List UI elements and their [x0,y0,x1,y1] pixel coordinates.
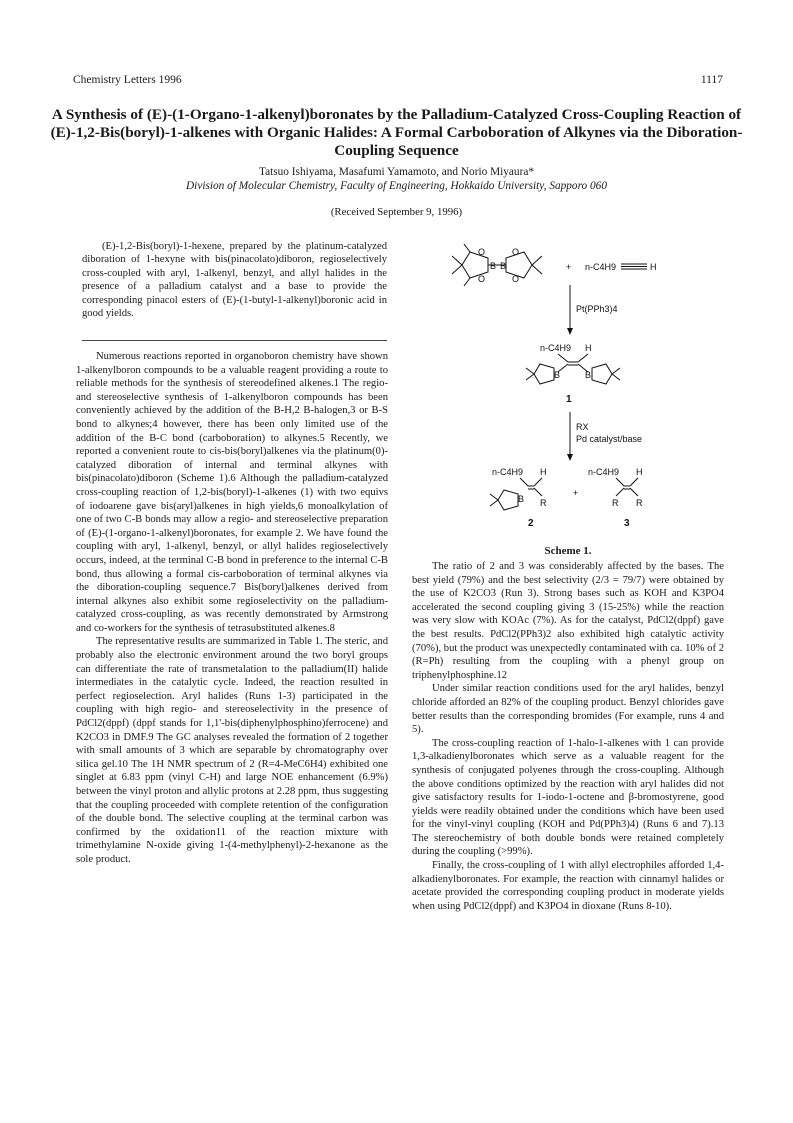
arrow-head [567,328,573,335]
reagent-halide: RX [576,422,589,432]
butyl-label: n-C4H9 [588,467,620,477]
paragraph: The cross-coupling reaction of 1-halo-1-alkenes with 1 can provide 1,3-alkadienylboronates which serve as a valuable reagent for the synthesis of conjugated polyenes through the cross-coupling. Although the above conditions optimized by the reaction with aryl halides did not give satisfactory results for 1-iodo-1-octene and β-bromostyrene, good yields were readily obtained under the conditions which have been used for the vinyl-vinyl coupling (KOH and Pd(PPh3)4) (Runs 6 and 7).13 The stereochemistry of both double bonds were retained completely during the coupling (>99%). [412,737,724,858]
hydrogen-label: H [585,343,592,353]
butyl-label: n-C4H9 [492,467,524,477]
oxygen-label: O [512,274,520,284]
bis-boryl-alkene-structure [526,354,620,384]
body-column-right [412,560,724,913]
boron-label: B [500,261,507,271]
diboron-structure [452,244,542,286]
scheme-caption: Scheme 1. [544,545,592,557]
product-2-structure [490,478,542,510]
product-3-structure [616,478,638,496]
affiliation: Division of Molecular Chemistry, Faculty of Engineering, Hokkaido University, Sapporo 060 [186,180,607,192]
paragraph: Numerous reactions reported in organoboron chemistry have shown 1-alkenylboron compounds to be a valuable reagent providing a route to reliable methods for the synthesis of stereodefined alkenes.1 The regio- and stereoselective synthesis of 1-alkenylboron compounds has been conveniently achieved by the addition of the B-H,2 B-halogen,3 or B-S bond to alkynes;4 however, there has been only limited use of the addition of the B-C bond (carboboration) to alkynes.5 Recently, we reported a convenient route to cis-bis(boryl)alkenes via the platinum(0)-catalyzed diboration of internal and terminal alkynes with bis(pinacolato)diboron (Scheme 1).6 Although the palladium-catalyzed cross-coupling reaction of 1,2-bis(boryl)-1-alkenes (1) with two equivs of iodoarene gave bis(aryl)alkenes in high yields,6 monoalkylation of one of two C-B bonds may allow a regio- and stereoselective preparation of (E)-(1-organo-1-alkenyl)boronates, for example 2. We have found the coupling with aryl, 1-alkenyl, benzyl, or allyl halides regioselectively occurs, indeed, at the terminal C-B bond in preference to the internal C-B bond, thus allowing a formal cis-carboboration of terminal alkynes via the diboration-coupling sequence.7 Bis(boryl)alkenes derived from internal alkynes also exhibit some regioselectivity on the palladium-catalyzed cross-coupling, as was recently demonstrated by Armstrong and co-workers for the synthesis of tetrasubstituted alkenes.8 [76,351,388,634]
oxygen-label: O [512,247,520,257]
article-title: A Synthesis of (E)-(1-Organo-1-alkenyl)boronates by the Palladium-Catalyzed Cross-Coupling Reaction of (E)-1,2-Bis(boryl)-1-alkenes with Organic Halides: A Formal Carboboration of Alkynes via the Diboration-Coupling Sequence [50,106,743,160]
scheme-drawing [430,240,730,540]
paragraph: The ratio of 2 and 3 was considerably affected by the bases. The best yield (79%) and the best selectivity (2/3 = 79/7) were obtained by the use of K2CO3 (Run 3). Strong bases such as KOH and K3PO4 accelerated the second coupling giving 3 (15-25%) while the reaction was very slow with KOAc (7%). As for the catalyst, PdCl2(dppf) gave the best results. PdCl2(PPh3)2 also exhibited high catalytic activity (70%), but the product was unexpectedly contaminated with ca. 10% of 2 (R=Ph) resulting from the coupling with a phenyl group on triphenylphosphine.12 [412,561,724,681]
reaction-scheme [430,240,730,540]
butyl-label: n-C4H9 [540,343,572,353]
authors: Tatsuo Ishiyama, Masafumi Yamamoto, and Norio Miyaura* [259,166,534,178]
paragraph: Under similar reaction conditions used for the aryl halides, benzyl chloride afforded an 82% of the coupling product. Benzyl chlorides gave better results than the corresponding bromides (For example, runs 4 and 5). [412,683,724,736]
hydrogen-label: H [540,467,547,477]
r-group-label: R [612,498,619,508]
paragraph: The representative results are summarized in Table 1. The steric, and probably also the electronic environment around the two boryl groups can differentiate the rate of transmetalation to the palladium(II) halide intermediates in the catalytic cycle. Indeed, the reaction resulted in perfect regioselection. Aryl halides (Runs 1-3) participated in the coupling with high regio- and stereoselectivity in the presence of PdCl2(dppf) (dppf stands for 1,1'-bis(diphenylphosphino)ferrocene) and K2CO3 in DMF.9 The GC analyses revealed the formation of 2 together with small amounts of 3 which are separable by chromatography over silica gel.10 The 1H NMR spectrum of 2 (R=4-MeC6H4) exhibited one singlet at 6.83 ppm (vinyl C-H) and large NOE enhancement (6.9%) between the vinyl proton and allylic protons at 2.28 ppm, thus suggesting that the coupling proceeded with complete retention of the configuration of the double bond. The selective coupling at the terminal carbon was confirmed by the oxidation11 of the reaction mixture with trimethylamine N-oxide giving 1-(4-methylphenyl)-2-hexanone as the sole product. [76,636,388,865]
hydrogen-label: H [636,467,643,477]
plus-sign: + [566,262,572,272]
oxygen-label: O [478,274,486,284]
reagent-catalyst: Pt(PPh3)4 [576,304,618,314]
oxygen-label: O [478,247,486,257]
arrow-head [567,454,573,461]
r-group-label: R [540,498,547,508]
paragraph: Finally, the cross-coupling of 1 with allyl electrophiles afforded 1,4-alkadienylboronates. For example, the reaction with cinnamyl halides or acetate provided the corresponding coupling product in moderate yields when using PdCl2(dppf) and K3PO4 in dioxane (Runs 8-10). [412,860,724,912]
abstract [82,240,387,320]
boron-label: B [490,261,497,271]
journal-name: Chemistry Letters 1996 [73,74,182,86]
boron-label: B [554,370,561,380]
body-column-left [76,350,388,867]
boron-label: B [585,370,592,380]
abstract-text: (E)-1,2-Bis(boryl)-1-hexene, prepared by the platinum-catalyzed diboration of 1-hexyne with bis(pinacolato)diboron, regioselectively cross-coupled with aryl, 1-alkenyl, benzyl, and allyl halides in the presence of a palladium catalyst and a base to provide the corresponding pinacol esters of (E)-(1-butyl-1-alkenyl)boronic acid in good yields. [82,241,387,320]
hydrogen-label: H [650,262,657,272]
plus-sign: + [573,488,579,498]
compound-number: 2 [528,518,534,529]
r-group-label: R [636,498,643,508]
compound-number: 3 [624,518,630,529]
butyl-label: n-C4H9 [585,262,617,272]
abstract-divider [82,340,387,341]
compound-number: 1 [566,394,572,405]
received-date: (Received September 9, 1996) [330,206,463,218]
triple-bond [621,264,647,269]
page-number: 1117 [700,74,723,86]
boron-label: B [518,494,525,504]
reagent-conditions: Pd catalyst/base [576,434,643,444]
